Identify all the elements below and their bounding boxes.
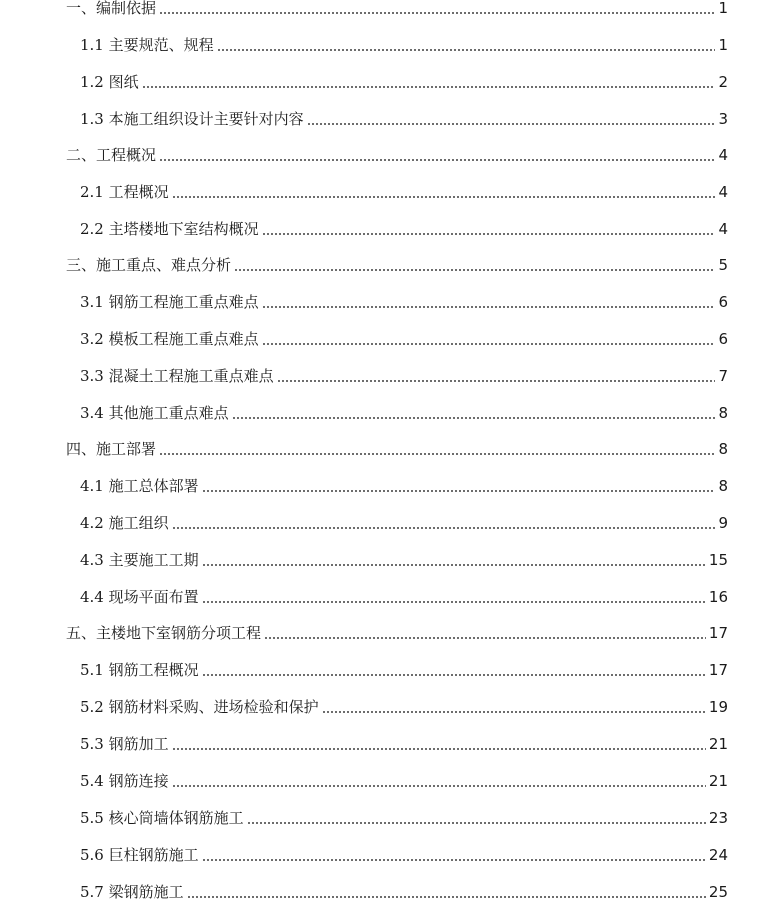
toc-dot-leader [247, 811, 706, 825]
toc-entry-page: 16 [708, 587, 728, 606]
toc-dot-leader [277, 369, 716, 383]
toc-entry-page: 21 [708, 771, 728, 790]
toc-entry-title: 3.2 模板工程施工重点难点 [80, 329, 259, 348]
toc-entry-title: 2.1 工程概况 [80, 182, 169, 201]
toc-entry-section-3[interactable] [0, 247, 778, 283]
toc-entry-page: 19 [708, 697, 728, 716]
toc-dot-leader [172, 774, 706, 788]
toc-entry-page: 3 [718, 109, 728, 128]
toc-entry-page: 8 [718, 403, 728, 422]
toc-entry-page: 4 [718, 219, 728, 238]
toc-entry-3-2[interactable] [0, 320, 778, 357]
toc-entry-page: 17 [708, 660, 728, 679]
toc-entry-page: 25 [708, 882, 728, 901]
toc-entry-1-3[interactable] [0, 100, 778, 137]
toc-entry-2-2[interactable] [0, 210, 778, 247]
toc-entry-1-1[interactable] [0, 26, 778, 63]
toc-entry-page: 1 [718, 35, 728, 54]
toc-entry-4-2[interactable] [0, 504, 778, 541]
toc-dot-leader [172, 516, 716, 530]
toc-dot-leader [202, 590, 706, 604]
toc-dot-leader [159, 442, 715, 456]
toc-dot-leader [172, 185, 716, 199]
toc-entry-page: 15 [708, 550, 728, 569]
toc-dot-leader [172, 737, 706, 751]
toc-entry-title: 一、编制依据 [66, 0, 157, 17]
toc-entry-title: 4.3 主要施工工期 [80, 550, 199, 569]
toc-entry-5-4[interactable] [0, 762, 778, 799]
toc-entry-page: 24 [708, 845, 728, 864]
toc-entry-page: 1 [718, 0, 728, 17]
toc-entry-4-1[interactable] [0, 467, 778, 504]
toc-entry-title: 四、施工部署 [66, 440, 157, 458]
toc-entry-page: 9 [718, 513, 728, 532]
toc-entry-page: 4 [718, 146, 728, 164]
toc-entry-title: 5.1 钢筋工程概况 [80, 660, 199, 679]
toc-entry-section-2[interactable] [0, 137, 778, 173]
toc-entry-5-2[interactable] [0, 688, 778, 725]
toc-entry-5-3[interactable] [0, 725, 778, 762]
toc-entry-page: 4 [718, 182, 728, 201]
toc-dot-leader [322, 700, 706, 714]
toc-entry-title: 5.2 钢筋材料采购、进场检验和保护 [80, 697, 319, 716]
toc-dot-leader [142, 75, 716, 89]
toc-entry-title: 5.4 钢筋连接 [80, 771, 169, 790]
toc-entry-title: 3.1 钢筋工程施工重点难点 [80, 292, 259, 311]
toc-entry-page: 8 [718, 440, 728, 458]
toc-entry-5-6[interactable] [0, 836, 778, 873]
toc-entry-section-5[interactable] [0, 615, 778, 651]
toc-dot-leader [202, 553, 706, 567]
toc-entry-page: 5 [718, 256, 728, 274]
toc-dot-leader [187, 885, 706, 899]
toc-entry-page: 21 [708, 734, 728, 753]
toc-entry-title: 1.3 本施工组织设计主要针对内容 [80, 109, 304, 128]
toc-dot-leader [217, 38, 716, 52]
toc-dot-leader [307, 112, 716, 126]
toc-entry-title: 5.5 核心筒墙体钢筋施工 [80, 808, 244, 827]
toc-entry-title: 2.2 主塔楼地下室结构概况 [80, 219, 259, 238]
toc-entry-title: 5.6 巨柱钢筋施工 [80, 845, 199, 864]
toc-dot-leader [159, 1, 715, 15]
toc-entry-section-4[interactable] [0, 431, 778, 467]
toc-entry-title: 1.1 主要规范、规程 [80, 35, 214, 54]
toc-entry-5-5[interactable] [0, 799, 778, 836]
toc-entry-title: 3.4 其他施工重点难点 [80, 403, 229, 422]
toc-dot-leader [202, 479, 716, 493]
toc-dot-leader [262, 332, 716, 346]
toc-entry-page: 8 [718, 476, 728, 495]
toc-entry-section-1[interactable] [0, 0, 778, 26]
toc-entry-title: 5.7 梁钢筋施工 [80, 882, 184, 901]
toc-entry-5-7[interactable] [0, 873, 778, 910]
toc-entry-page: 23 [708, 808, 728, 827]
toc-dot-leader [232, 406, 716, 420]
toc-entry-3-3[interactable] [0, 357, 778, 394]
toc-entry-title: 4.1 施工总体部署 [80, 476, 199, 495]
toc-entry-page: 6 [718, 329, 728, 348]
toc-entry-1-2[interactable] [0, 63, 778, 100]
toc-dot-leader [159, 148, 715, 162]
toc-dot-leader [262, 222, 716, 236]
toc-dot-leader [262, 295, 716, 309]
toc-entry-page: 7 [718, 366, 728, 385]
toc-entry-page: 17 [708, 624, 728, 642]
toc-entry-4-3[interactable] [0, 541, 778, 578]
toc-entry-2-1[interactable] [0, 173, 778, 210]
toc-entry-4-4[interactable] [0, 578, 778, 615]
toc-entry-title: 3.3 混凝土工程施工重点难点 [80, 366, 274, 385]
toc-entry-title: 5.3 钢筋加工 [80, 734, 169, 753]
toc-dot-leader [234, 258, 715, 272]
toc-entry-title: 五、主楼地下室钢筋分项工程 [66, 624, 262, 642]
toc-dot-leader [202, 848, 706, 862]
toc-entry-title: 三、施工重点、难点分析 [66, 256, 232, 274]
toc-entry-3-1[interactable] [0, 283, 778, 320]
toc-entry-title: 1.2 图纸 [80, 72, 139, 91]
toc-entry-title: 4.2 施工组织 [80, 513, 169, 532]
toc-dot-leader [202, 663, 706, 677]
toc-dot-leader [264, 626, 706, 640]
toc-entry-3-4[interactable] [0, 394, 778, 431]
toc-entry-title: 二、工程概况 [66, 146, 157, 164]
toc-entry-title: 4.4 现场平面布置 [80, 587, 199, 606]
toc-entry-page: 2 [718, 72, 728, 91]
toc-entry-page: 6 [718, 292, 728, 311]
toc-entry-5-1[interactable] [0, 651, 778, 688]
